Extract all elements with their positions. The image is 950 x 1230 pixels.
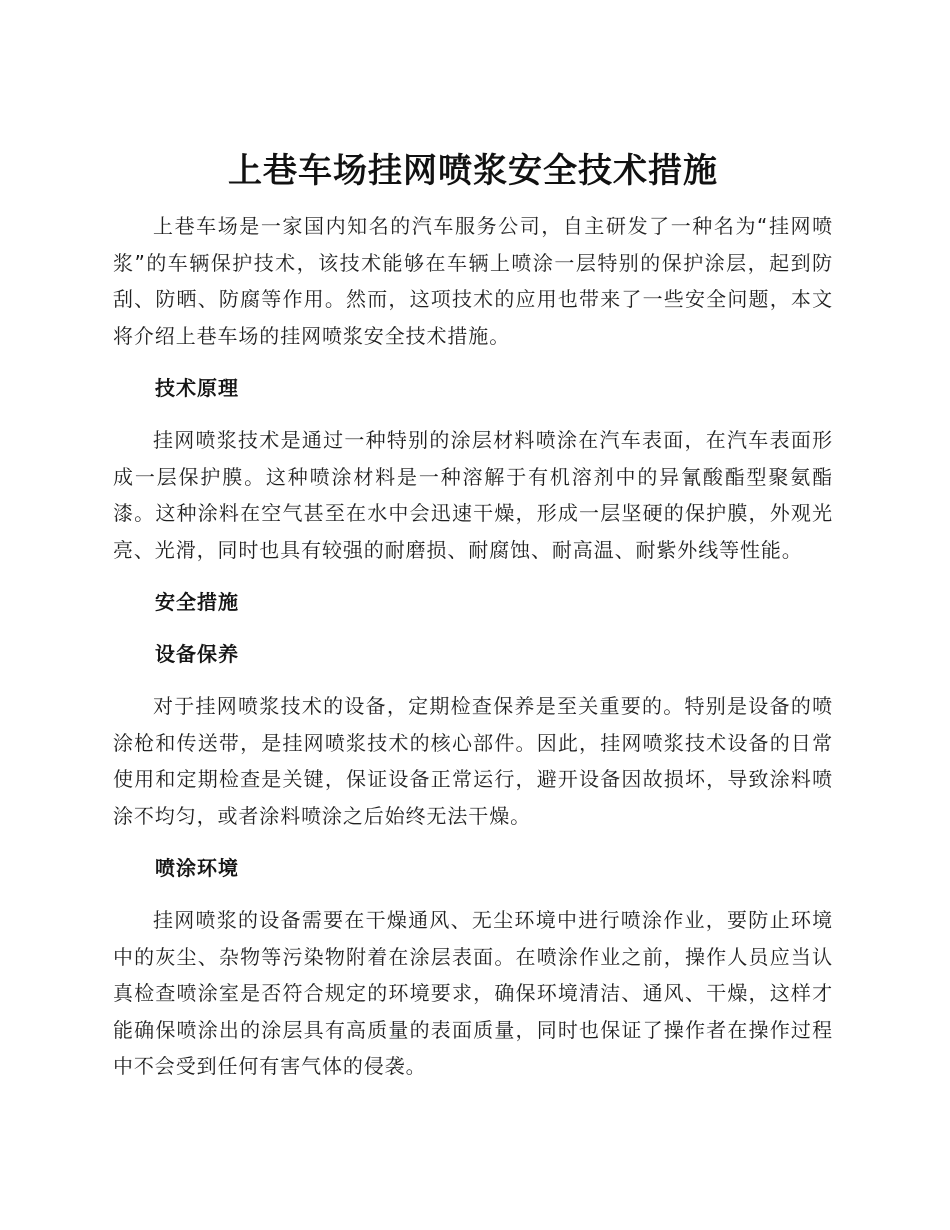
document-title: 上巷车场挂网喷浆安全技术措施 — [228, 151, 718, 191]
environment-paragraph: 挂网喷浆的设备需要在干燥通风、无尘环境中进行喷涂作业，要防止环境中的灰尘、杂物等污染物附着在涂层表面。在喷涂作业之前，操作人员应当认真检查喷涂室是否符合规定的环境要求，确保环境清洁、通风、干燥，这样才能确保喷涂出的涂层具有高质量的表面质量，同时也保证了操作者在操作过程中不会受到任何有害气体的侵袭。 — [113, 908, 833, 1078]
subsection-heading-environment: 喷涂环境 — [155, 856, 239, 880]
intro-paragraph: 上巷车场是一家国内知名的汽车服务公司，自主研发了一种名为“挂网喷浆”的车辆保护技术，该技术能够在车辆上喷涂一层特别的保护涂层，起到防刮、防晒、防腐等作用。然而，这项技术的应用也带来了一些安全问题，本文将介绍上巷车场的挂网喷浆安全技术措施。 — [113, 214, 833, 348]
equipment-paragraph: 对于挂网喷浆技术的设备，定期检查保养是至关重要的。特别是设备的喷涂枪和传送带，是挂网喷浆技术的核心部件。因此，挂网喷浆技术设备的日常使用和定期检查是关键，保证设备正常运行，避开设备因故损坏，导致涂料喷涂不均匀，或者涂料喷涂之后始终无法干燥。 — [113, 694, 833, 828]
section-heading-principle: 技术原理 — [155, 376, 239, 400]
document-body — [113, 148, 833, 1085]
principle-paragraph: 挂网喷浆技术是通过一种特别的涂层材料喷涂在汽车表面，在汽车表面形成一层保护膜。这种喷涂材料是一种溶解于有机溶剂中的异氰酸酯型聚氨酯漆。这种涂料在空气甚至在水中会迅速干燥，形成一层坚硬的保护膜，外观光亮、光滑，同时也具有较强的耐磨损、耐腐蚀、耐高温、耐紫外线等性能。 — [113, 428, 833, 562]
subsection-heading-equipment: 设备保养 — [155, 642, 239, 666]
section-heading-safety: 安全措施 — [155, 590, 239, 614]
